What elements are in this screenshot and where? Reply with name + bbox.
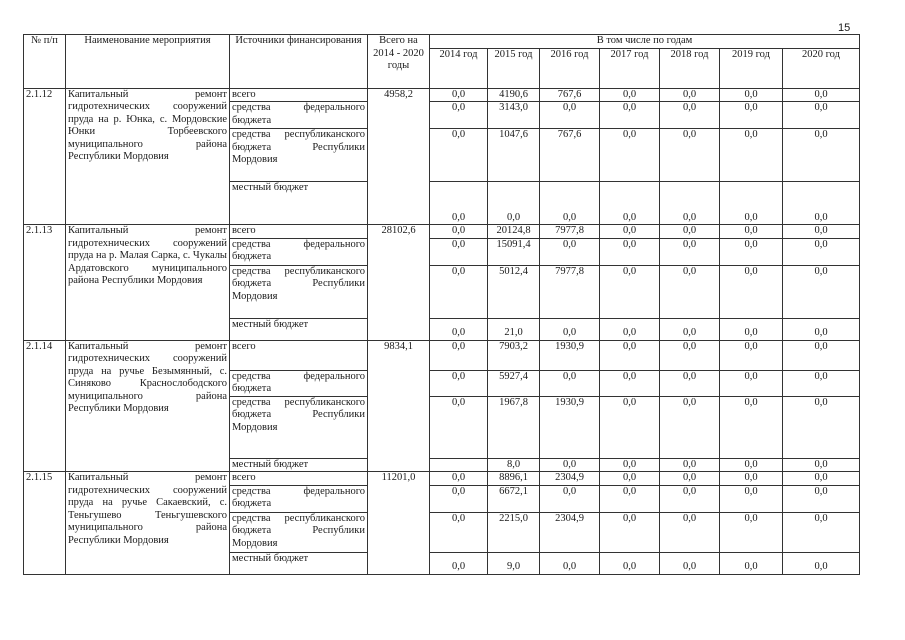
year-value xyxy=(430,458,488,472)
year-value: 1967,8 xyxy=(488,396,540,458)
year-value: 0,0 xyxy=(430,370,488,396)
year-value: 0,0 xyxy=(660,129,720,182)
year-value: 7903,2 xyxy=(488,340,540,370)
year-value: 0,0 xyxy=(600,129,660,182)
year-value: 0,0 xyxy=(430,512,488,552)
year-value: 0,0 xyxy=(783,485,860,512)
year-value: 0,0 xyxy=(540,182,600,225)
year-value: 0,0 xyxy=(720,370,783,396)
table-row xyxy=(24,472,860,486)
year-value: 0,0 xyxy=(783,472,860,486)
table-row xyxy=(24,340,860,370)
year-value: 2215,0 xyxy=(488,512,540,552)
year-value: 0,0 xyxy=(660,88,720,102)
year-value: 0,0 xyxy=(783,340,860,370)
year-value: 0,0 xyxy=(600,472,660,486)
header-source: Источники финансирования xyxy=(230,35,368,89)
year-value: 0,0 xyxy=(660,472,720,486)
table-body xyxy=(24,88,860,574)
header-name: Наименование мероприятия xyxy=(66,35,230,89)
year-value: 0,0 xyxy=(600,102,660,129)
year-value: 0,0 xyxy=(783,182,860,225)
year-value: 0,0 xyxy=(660,396,720,458)
year-value: 8,0 xyxy=(488,458,540,472)
year-value: 5927,4 xyxy=(488,370,540,396)
header-year: 2014 год xyxy=(430,48,488,88)
year-value: 0,0 xyxy=(720,318,783,340)
year-value: 0,0 xyxy=(660,182,720,225)
year-value: 15091,4 xyxy=(488,238,540,265)
item-name: Капитальный ремонт гидротехнических сооружений пруда на ручье Сакаевский, с. Теньгушево Теньгушевского муниципального района Республики Мордовия xyxy=(66,472,230,575)
item-number: 2.1.12 xyxy=(24,88,66,225)
funding-source: средства республиканского бюджета Республики Мордовия xyxy=(230,396,368,458)
funding-source: средства республиканского бюджета Республики Мордовия xyxy=(230,265,368,318)
year-value: 0,0 xyxy=(540,552,600,574)
year-value: 0,0 xyxy=(720,340,783,370)
year-value: 0,0 xyxy=(430,182,488,225)
year-value: 0,0 xyxy=(783,370,860,396)
year-value: 3143,0 xyxy=(488,102,540,129)
year-value: 0,0 xyxy=(600,552,660,574)
year-value: 0,0 xyxy=(430,552,488,574)
item-number: 2.1.13 xyxy=(24,225,66,341)
year-value: 1930,9 xyxy=(540,340,600,370)
item-total: 28102,6 xyxy=(368,225,430,341)
funding-source: средства федерального бюджета xyxy=(230,370,368,396)
year-value: 0,0 xyxy=(660,512,720,552)
year-value: 0,0 xyxy=(430,88,488,102)
year-value: 0,0 xyxy=(660,485,720,512)
funding-source: местный бюджет xyxy=(230,552,368,574)
year-value: 0,0 xyxy=(720,265,783,318)
year-value: 0,0 xyxy=(783,265,860,318)
year-value: 1047,6 xyxy=(488,129,540,182)
year-value: 0,0 xyxy=(660,265,720,318)
year-value: 4190,6 xyxy=(488,88,540,102)
year-value: 0,0 xyxy=(430,238,488,265)
item-total: 4958,2 xyxy=(368,88,430,225)
header-by-years: В том числе по годам xyxy=(430,35,860,49)
year-value: 0,0 xyxy=(783,88,860,102)
header-year: 2018 год xyxy=(660,48,720,88)
table-row xyxy=(24,225,860,239)
year-value: 0,0 xyxy=(600,340,660,370)
year-value: 0,0 xyxy=(720,129,783,182)
year-value: 0,0 xyxy=(720,512,783,552)
year-value: 0,0 xyxy=(783,552,860,574)
page-number: 15 xyxy=(838,22,851,34)
header-num: № п/п xyxy=(24,35,66,89)
funding-source: всего xyxy=(230,472,368,486)
funding-source: всего xyxy=(230,340,368,370)
year-value: 0,0 xyxy=(430,396,488,458)
year-value: 0,0 xyxy=(540,458,600,472)
year-value: 0,0 xyxy=(600,238,660,265)
year-value: 0,0 xyxy=(783,396,860,458)
year-value: 6672,1 xyxy=(488,485,540,512)
year-value: 0,0 xyxy=(660,238,720,265)
year-value: 0,0 xyxy=(660,318,720,340)
funding-source: местный бюджет xyxy=(230,182,368,225)
year-value: 0,0 xyxy=(720,182,783,225)
year-value: 0,0 xyxy=(600,458,660,472)
funding-source: средства федерального бюджета xyxy=(230,485,368,512)
year-value: 0,0 xyxy=(600,225,660,239)
year-value: 0,0 xyxy=(600,182,660,225)
header-year: 2016 год xyxy=(540,48,600,88)
year-value: 0,0 xyxy=(783,318,860,340)
year-value: 0,0 xyxy=(430,472,488,486)
year-value: 0,0 xyxy=(660,340,720,370)
year-value: 5012,4 xyxy=(488,265,540,318)
year-value: 0,0 xyxy=(660,370,720,396)
year-value: 0,0 xyxy=(720,485,783,512)
year-value: 0,0 xyxy=(720,552,783,574)
item-total: 11201,0 xyxy=(368,472,430,575)
year-value: 0,0 xyxy=(720,88,783,102)
table-row xyxy=(24,88,860,102)
funding-source: средства республиканского бюджета Республики Мордовия xyxy=(230,512,368,552)
year-value: 0,0 xyxy=(660,458,720,472)
header-total: Всего на 2014 - 2020 годы xyxy=(368,35,430,89)
year-value: 0,0 xyxy=(720,396,783,458)
item-number: 2.1.14 xyxy=(24,340,66,472)
year-value: 0,0 xyxy=(720,472,783,486)
year-value: 0,0 xyxy=(783,225,860,239)
year-value: 0,0 xyxy=(430,129,488,182)
year-value: 0,0 xyxy=(540,318,600,340)
year-value: 0,0 xyxy=(600,318,660,340)
year-value: 21,0 xyxy=(488,318,540,340)
year-value: 767,6 xyxy=(540,88,600,102)
year-value: 0,0 xyxy=(540,238,600,265)
year-value: 2304,9 xyxy=(540,472,600,486)
year-value: 0,0 xyxy=(600,370,660,396)
year-value: 0,0 xyxy=(720,225,783,239)
table-header xyxy=(24,35,860,89)
year-value: 8896,1 xyxy=(488,472,540,486)
year-value: 0,0 xyxy=(430,265,488,318)
funding-source: средства республиканского бюджета Республики Мордовия xyxy=(230,129,368,182)
header-year: 2017 год xyxy=(600,48,660,88)
year-value: 0,0 xyxy=(783,102,860,129)
year-value: 7977,8 xyxy=(540,265,600,318)
year-value: 0,0 xyxy=(540,102,600,129)
year-value: 767,6 xyxy=(540,129,600,182)
year-value: 0,0 xyxy=(720,458,783,472)
funding-source: всего xyxy=(230,88,368,102)
funding-source: средства федерального бюджета xyxy=(230,102,368,129)
item-total: 9834,1 xyxy=(368,340,430,472)
year-value: 0,0 xyxy=(720,102,783,129)
year-value: 9,0 xyxy=(488,552,540,574)
funding-source: местный бюджет xyxy=(230,458,368,472)
year-value: 1930,9 xyxy=(540,396,600,458)
year-value: 7977,8 xyxy=(540,225,600,239)
year-value: 0,0 xyxy=(540,370,600,396)
year-value: 0,0 xyxy=(783,512,860,552)
funding-source: средства федерального бюджета xyxy=(230,238,368,265)
year-value: 0,0 xyxy=(600,88,660,102)
year-value: 0,0 xyxy=(660,102,720,129)
funding-source: местный бюджет xyxy=(230,318,368,340)
year-value: 0,0 xyxy=(783,458,860,472)
year-value: 0,0 xyxy=(600,265,660,318)
header-year: 2019 год xyxy=(720,48,783,88)
year-value: 0,0 xyxy=(430,340,488,370)
year-value: 2304,9 xyxy=(540,512,600,552)
item-name: Капитальный ремонт гидротехнических сооружений пруда на р. Юнка, с. Мордовские Юнки Торбеевского муниципального района Республики Мордовия xyxy=(66,88,230,225)
year-value: 0,0 xyxy=(783,129,860,182)
funding-source: всего xyxy=(230,225,368,239)
year-value: 0,0 xyxy=(600,485,660,512)
header-year: 2020 год xyxy=(783,48,860,88)
year-value: 0,0 xyxy=(600,512,660,552)
year-value: 0,0 xyxy=(660,552,720,574)
header-year: 2015 год xyxy=(488,48,540,88)
year-value: 0,0 xyxy=(430,102,488,129)
year-value: 0,0 xyxy=(430,225,488,239)
year-value: 0,0 xyxy=(430,485,488,512)
year-value: 0,0 xyxy=(660,225,720,239)
year-value: 0,0 xyxy=(783,238,860,265)
year-value: 20124,8 xyxy=(488,225,540,239)
year-value: 0,0 xyxy=(600,396,660,458)
year-value: 0,0 xyxy=(720,238,783,265)
year-value: 0,0 xyxy=(540,485,600,512)
item-number: 2.1.15 xyxy=(24,472,66,575)
financing-table xyxy=(23,34,860,575)
year-value: 0,0 xyxy=(430,318,488,340)
item-name: Капитальный ремонт гидротехнических сооружений пруда на р. Малая Сарка, с. Чукалы Ардатовского муниципального района Республики Мордовия xyxy=(66,225,230,341)
item-name: Капитальный ремонт гидротехнических сооружений пруда на ручье Безымянный, с. Синяково Краснослободского муниципального района Республики Мордовия xyxy=(66,340,230,472)
year-value: 0,0 xyxy=(488,182,540,225)
